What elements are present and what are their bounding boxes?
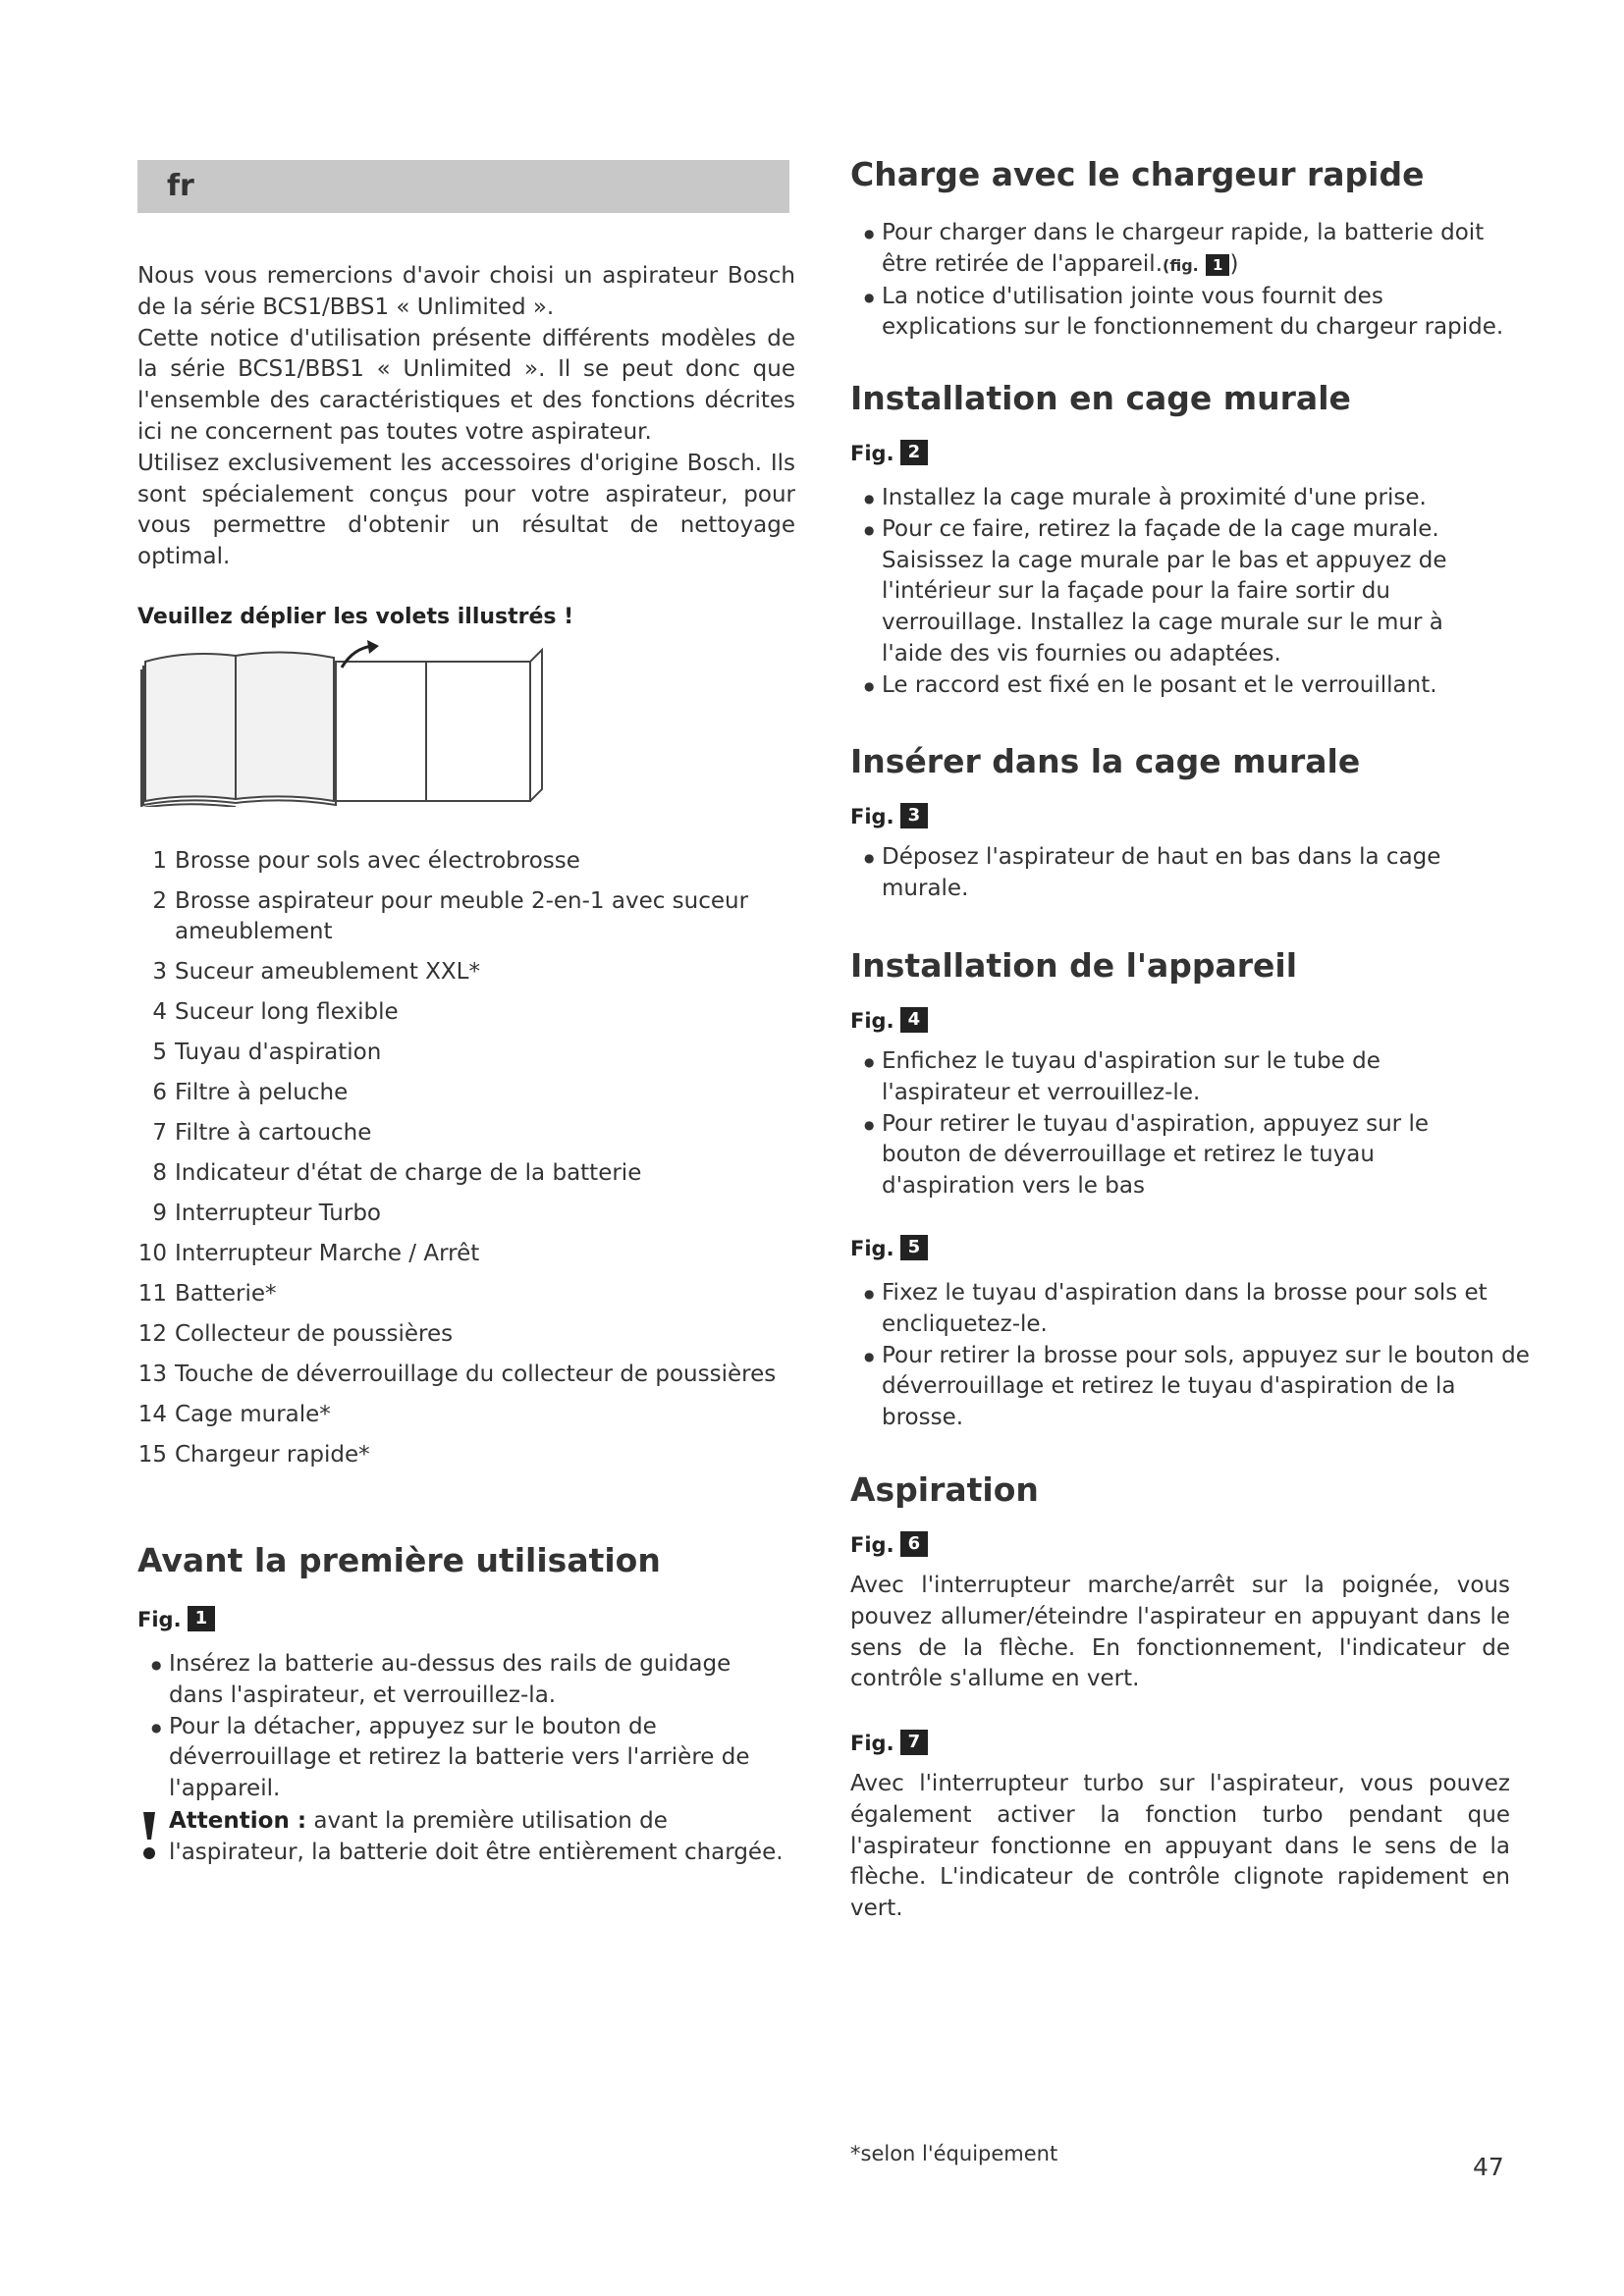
exclamation-icon — [137, 1810, 161, 1861]
intro-paragraph: Utilisez exclusivement les accessoires d'origine Bosch. Ils sont spécialement conçus pour votre aspirateur, pour vous permettre d'obtenir un résultat de nettoyage optimal. — [137, 450, 795, 570]
list-item: 3 Suceur ameublement XXL* — [152, 959, 480, 985]
fig-number-badge: 4 — [900, 1007, 929, 1033]
list-item: 5 Tuyau d'aspiration — [152, 1040, 382, 1065]
list-item: 7 Filtre à cartouche — [152, 1120, 372, 1146]
list-item: ● Pour ce faire, retirez la façade de la cage murale. Saisissez la cage murale par le bas et appuyez de l'intérieur sur la façade pour la faire sortir du verrouillage. Installez la cage murale sur le mur à l'aide des vis fournies ou adaptées. — [850, 514, 1510, 670]
list-item: ● Pour charger dans le chargeur rapide, la batterie doit être retirée de l'appareil.(fig. 1 ) — [850, 218, 1510, 282]
fig-number-badge: 1 — [188, 1606, 216, 1631]
list-item: 1 Brosse pour sols avec électrobrosse — [152, 848, 580, 874]
intro-paragraph: Nous vous remercions d'avoir choisi un aspirateur Bosch de la série BCS1/BBS1 « Unlimited ». — [137, 263, 795, 320]
fig-number-badge: 3 — [900, 803, 929, 828]
wall-install-bullets — [850, 483, 1510, 702]
fig-label: Fig. 2 — [850, 436, 928, 465]
fig-label: Fig. 4 — [850, 1003, 928, 1033]
list-item: ● Déposez l'aspirateur de haut en bas dans la cage murale. — [850, 842, 1510, 905]
section-title-before-use: Avant la première utilisation — [137, 1541, 661, 1579]
list-item: ● Pour retirer la brosse pour sols, appuyez sur le bouton de déverrouillage et retirez le tuyau d'aspiration de la brosse. — [850, 1341, 1542, 1434]
section-title-aspiration: Aspiration — [850, 1470, 1039, 1509]
attention-note: Attention : avant la première utilisation de l'aspirateur, la batterie doit être entièrement chargée. — [137, 1806, 797, 1869]
turbo-paragraph: Avec l'interrupteur turbo sur l'aspirateur, vous pouvez également activer la fonction turbo pendant que l'aspirateur fonctionne en appuyant dans le sens de la flèche. L'indicateur de contrôle clignote rapidement en vert. — [850, 1771, 1510, 1922]
fig-label: Fig. 3 — [850, 799, 928, 828]
section-title-insert: Insérer dans la cage murale — [850, 742, 1361, 780]
fig-number-badge: 2 — [900, 440, 929, 465]
language-tag: fr — [137, 160, 789, 213]
list-item: 6 Filtre à peluche — [152, 1080, 349, 1105]
list-item: 11 Batterie* — [137, 1281, 277, 1307]
list-item: ● La notice d'utilisation jointe vous fournit des explications sur le fonctionnement du chargeur rapide. — [850, 282, 1510, 345]
list-item: ● Le raccord est fixé en le posant et le verrouillant. — [850, 670, 1510, 702]
footnote: *selon l'équipement — [850, 2142, 1058, 2165]
list-item: ● Pour retirer le tuyau d'aspiration, appuyez sur le bouton de déverrouillage et retirez le tuyau d'aspiration vers le bas — [850, 1109, 1510, 1202]
fig-number-badge: 1 — [1206, 254, 1229, 276]
charge-bullets — [850, 218, 1510, 344]
intro-paragraph: Cette notice d'utilisation présente différents modèles de la série BCS1/BBS1 « Unlimited ». Il se peut donc que l'ensemble des caractéristiques et des fonctions décrites ici ne concernent pas toutes votre aspirateur. — [137, 325, 795, 445]
list-item: ● Pour la détacher, appuyez sur le bouton de déverrouillage et retirez la batterie vers l'arrière de l'appareil. — [137, 1712, 766, 1805]
list-item: 14 Cage murale* — [137, 1402, 331, 1427]
fig-number-badge: 5 — [900, 1235, 929, 1260]
fig4-bullets — [850, 1046, 1510, 1202]
list-item: 15 Chargeur rapide* — [137, 1442, 370, 1468]
fig-label: Fig. 5 — [850, 1231, 928, 1260]
fig-number-badge: 7 — [900, 1730, 929, 1755]
parts-list — [137, 846, 795, 1480]
fig5-bullets — [850, 1278, 1572, 1434]
list-item: 10 Interrupteur Marche / Arrêt — [137, 1241, 480, 1266]
intro-text — [137, 261, 795, 573]
list-item: 4 Suceur long flexible — [152, 999, 399, 1025]
list-item: 2 Brosse aspirateur pour meuble 2-en-1 avec suceur ameublement — [152, 888, 749, 944]
list-item: 8 Indicateur d'état de charge de la batterie — [152, 1160, 642, 1186]
section-title-wall-install: Installation en cage murale — [850, 379, 1351, 417]
insert-bullets — [850, 842, 1510, 905]
fig-label: Fig. 1 — [137, 1602, 215, 1631]
fig-label: Fig. 7 — [850, 1726, 928, 1755]
unfold-note: Veuillez déplier les volets illustrés ! — [137, 605, 574, 629]
before-use-bullets — [137, 1649, 766, 1805]
list-item: ● Installez la cage murale à proximité d'une prise. — [850, 483, 1510, 514]
fig-label: Fig. 6 — [850, 1527, 928, 1557]
list-item: 9 Interrupteur Turbo — [152, 1201, 381, 1226]
page-number: 47 — [1473, 2153, 1504, 2181]
list-item: ● Fixez le tuyau d'aspiration dans la brosse pour sols et encliquetez-le. — [850, 1278, 1572, 1341]
list-item: 13 Touche de déverrouillage du collecteur de poussières — [137, 1362, 777, 1387]
list-item: ● Enfichez le tuyau d'aspiration sur le tube de l'aspirateur et verrouillez-le. — [850, 1046, 1510, 1109]
list-item: 12 Collecteur de poussières — [137, 1321, 454, 1347]
aspiration-paragraph: Avec l'interrupteur marche/arrêt sur la poignée, vous pouvez allumer/éteindre l'aspirateur en appuyant dans le sens de la flèche. En fonctionnement, l'indicateur de contrôle s'allume en vert. — [850, 1573, 1510, 1692]
list-item: ● Insérez la batterie au-dessus des rails de guidage dans l'aspirateur, et verrouillez-la. — [137, 1649, 766, 1712]
unfold-book-illustration — [137, 640, 550, 807]
fig-number-badge: 6 — [900, 1531, 929, 1557]
section-title-charge: Charge avec le chargeur rapide — [850, 155, 1425, 193]
section-title-device-install: Installation de l'appareil — [850, 946, 1298, 985]
